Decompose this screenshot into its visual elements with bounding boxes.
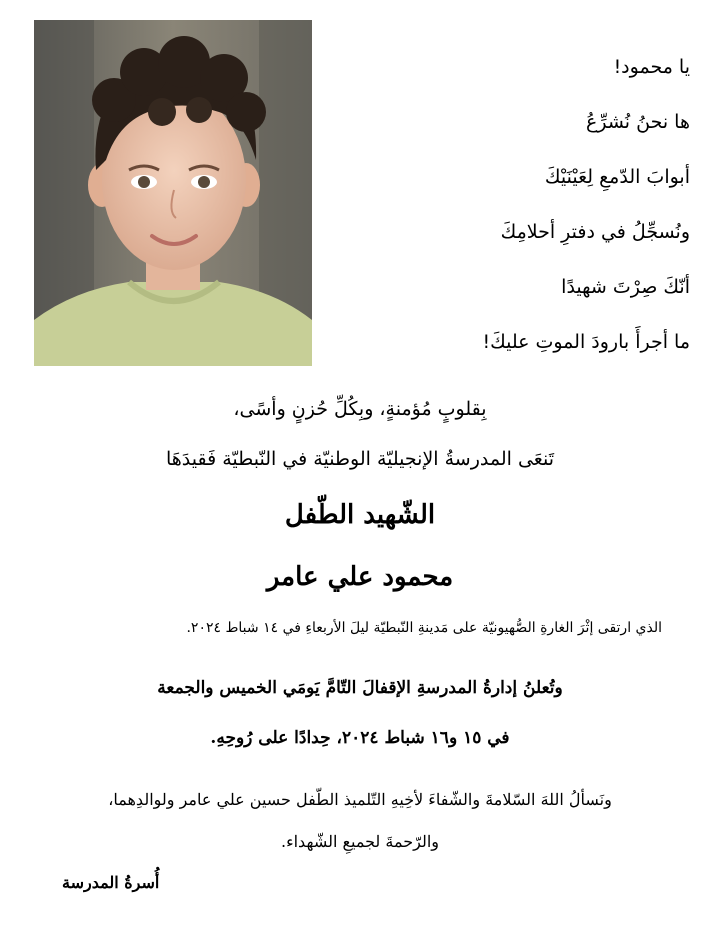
condolence-line-1: ونَسألُ اللهَ السّلامةَ والشّفاءَ لأخِيهِ التّلميذ الطّفل حسين علي عامر ولوالدِهما، [108, 790, 612, 809]
closure-line-2: في ١٥ و١٦ شباط ٢٠٢٤، حِدادًا على رُوحِهِ. [210, 728, 510, 748]
child-portrait-image [34, 20, 312, 366]
event-description: الذي ارتقى إثْرَ الغارةِ الصُّهيونيّة على مَدينةِ النّبطيّة ليلَ الأربعاءِ في ١٤ شباط ٢٠٢٤. [186, 620, 662, 636]
poem-line: أنّكَ صِرْتَ شهيدًا [561, 276, 690, 298]
poem [350, 40, 690, 370]
poem-line: ها نحنُ نُشرِّعُ [586, 111, 690, 133]
condolence-line-2: والرّحمةَ لجميعِ الشّهداء. [281, 832, 439, 851]
poem-line: يا محمود! [613, 56, 690, 78]
child-photo [34, 20, 312, 366]
poem-line: ونُسجِّلُ في دفترِ أحلامِكَ [500, 221, 690, 243]
closure-line-1: وتُعلنُ إدارةُ المدرسةِ الإقفالَ التّامَّ يَومَي الخميس والجمعة [157, 678, 563, 698]
poem-line: ما أجرأَ بارودَ الموتِ عليكَ! [482, 331, 690, 353]
intro-line-2: تَنعَى المدرسةُ الإنجيليّة الوطنيّة في النّبطيّة فَقيدَهَا [165, 448, 554, 470]
intro-line-1: بِقلوبٍ مُؤمنةٍ، وبِكُلِّ حُزنٍ وأسًى، [233, 398, 487, 420]
poem-line: أبوابَ الدّمعِ لِعَيْنَيْكَ [544, 166, 690, 188]
martyr-name: محمود علي عامر [266, 562, 454, 592]
martyr-title: الشّهيد الطّفل [284, 500, 436, 530]
signature: أُسرةُ المدرسة [62, 873, 160, 892]
